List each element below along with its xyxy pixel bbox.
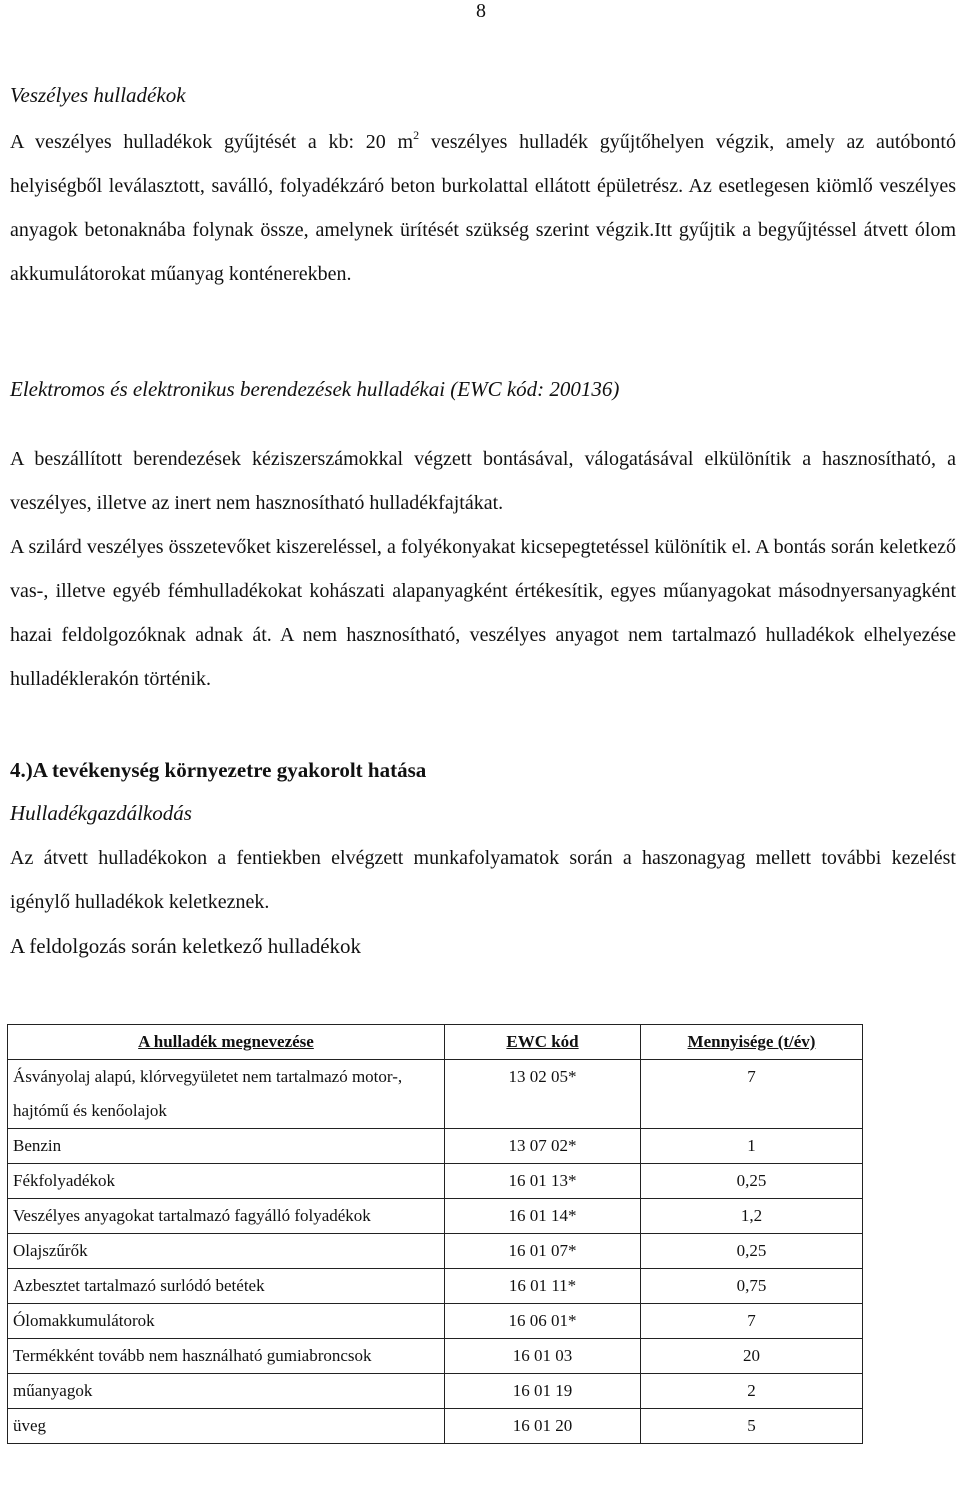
- cell-qty: 1,2: [641, 1199, 863, 1234]
- cell-name: üveg: [8, 1409, 445, 1444]
- cell-ewc: 16 01 07*: [445, 1234, 641, 1269]
- section-title-hazardous: Veszélyes hulladékok: [10, 83, 186, 107]
- cell-ewc: 16 06 01*: [445, 1304, 641, 1339]
- paragraph-impact: Az átvett hulladékokon a fentiekben elvégzett munkafolyamatok során a haszonagyag mellett további kezelést igénylő hulladékok keletkeznek.: [10, 847, 956, 913]
- cell-name: Termékként tovább nem használható gumiabroncsok: [8, 1339, 445, 1374]
- cell-qty: 5: [641, 1409, 863, 1444]
- section-heading: 4.)A tevékenység környezetre gyakorolt hatása: [10, 758, 427, 782]
- cell-qty: 7: [641, 1060, 863, 1129]
- table-row: [8, 1409, 863, 1444]
- section-title-electronics: Elektromos és elektronikus berendezések hulladékai (EWC kód: 200136): [10, 377, 620, 401]
- table-header-row: [8, 1025, 863, 1060]
- cell-name: Fékfolyadékok: [8, 1164, 445, 1199]
- table-row: [8, 1374, 863, 1409]
- superscript: 2: [413, 128, 420, 142]
- table-row: [8, 1164, 863, 1199]
- cell-ewc: 16 01 14*: [445, 1199, 641, 1234]
- paragraph-electronics-2: A szilárd veszélyes összetevőket kiszereléssel, a folyékonyakat kicsepegtetéssel különítik el. A bontás során keletkező vas-, illetve egyéb fémhulladékokat kohászati alapanyagként értékesítik, egyes műanyagokat másodnyersanyagként hazai feldolgozóknak adnak át. A nem hasznosítható, veszélyes anyagot nem tartalmazó hulladékok elhelyezése hulladéklerakón történik.: [10, 536, 956, 690]
- table-row: [8, 1199, 863, 1234]
- cell-ewc: 13 07 02*: [445, 1129, 641, 1164]
- cell-name: Azbesztet tartalmazó surlódó betétek: [8, 1269, 445, 1304]
- cell-qty: 7: [641, 1304, 863, 1339]
- waste-table: [7, 1024, 863, 1444]
- paragraph-hazardous-text-a: A veszélyes hulladékok gyűjtését a kb: 20 m: [10, 131, 414, 153]
- cell-qty: 0,25: [641, 1164, 863, 1199]
- cell-name: Ásványolaj alapú, klórvegyületet nem tartalmazó motor-, hajtómű és kenőolajok: [8, 1060, 445, 1129]
- header-name: A hulladék megnevezése: [8, 1025, 445, 1060]
- table-row: [8, 1269, 863, 1304]
- table-row: [8, 1060, 863, 1129]
- table-intro: A feldolgozás során keletkező hulladékok: [10, 934, 362, 958]
- table-row: [8, 1129, 863, 1164]
- cell-name: Benzin: [8, 1129, 445, 1164]
- cell-qty: 0,25: [641, 1234, 863, 1269]
- cell-name: Ólomakkumulátorok: [8, 1304, 445, 1339]
- paragraph-electronics-1: A beszállított berendezések kéziszerszámokkal végzett bontásával, válogatásával elkülönítik a hasznosítható, a veszélyes, illetve az inert nem hasznosítható hulladékfajtákat.: [10, 448, 956, 514]
- cell-name: Olajszűrők: [8, 1234, 445, 1269]
- page-number: 8: [476, 0, 486, 22]
- paragraph-hazardous-text-b: veszélyes hulladék gyűjtőhelyen végzik, amely az autóbontó helyiségből leválasztott, saválló, folyadékzáró beton burkolattal ellátott épületrész. Az esetlegesen kiömlő veszélyes anyagok betonaknába folynak össze, amelynek ürítését szükség szerint végzik.Itt gyűjtik a begyűjtéssel átvett ólom akkumulátorokat műanyag konténerekben.: [10, 131, 956, 285]
- cell-ewc: 16 01 20: [445, 1409, 641, 1444]
- cell-qty: 20: [641, 1339, 863, 1374]
- cell-ewc: 16 01 19: [445, 1374, 641, 1409]
- cell-qty: 0,75: [641, 1269, 863, 1304]
- cell-ewc: 16 01 03: [445, 1339, 641, 1374]
- table-row: [8, 1339, 863, 1374]
- cell-qty: 2: [641, 1374, 863, 1409]
- cell-name: Veszélyes anyagokat tartalmazó fagyálló folyadékok: [8, 1199, 445, 1234]
- header-ewc: EWC kód: [445, 1025, 641, 1060]
- paragraph-hazardous: [10, 120, 956, 296]
- table-row: [8, 1304, 863, 1339]
- cell-ewc: 16 01 13*: [445, 1164, 641, 1199]
- cell-qty: 1: [641, 1129, 863, 1164]
- cell-ewc: 16 01 11*: [445, 1269, 641, 1304]
- cell-ewc: 13 02 05*: [445, 1060, 641, 1129]
- subsection-title: Hulladékgazdálkodás: [10, 801, 192, 825]
- cell-name: műanyagok: [8, 1374, 445, 1409]
- header-qty: Mennyisége (t/év): [641, 1025, 863, 1060]
- table-row: [8, 1234, 863, 1269]
